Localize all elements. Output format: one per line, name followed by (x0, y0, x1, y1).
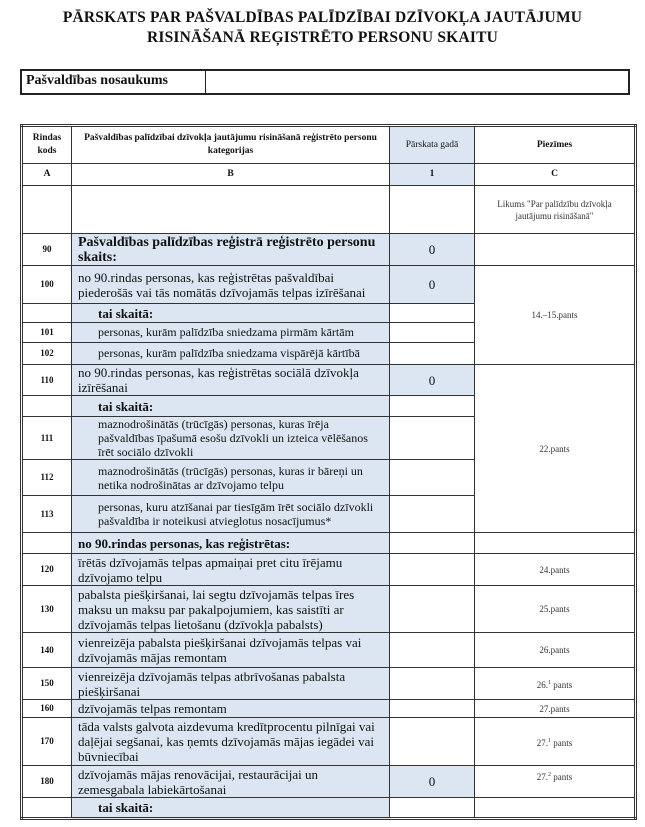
row-code (22, 396, 72, 417)
table-row (22, 365, 636, 396)
law-row (22, 186, 636, 234)
note-text: 27. (536, 737, 548, 748)
municipality-name-field[interactable] (206, 71, 628, 93)
note-cell: 24.pants (475, 554, 636, 586)
value-input[interactable] (390, 460, 475, 496)
table-row (22, 633, 636, 668)
row-code: 140 (22, 633, 72, 668)
row-label: dzīvojamās mājas renovācijai, restaurācijai un zemesgabala labiekārtošanai (72, 766, 390, 798)
note-cell (475, 533, 636, 554)
municipality-name-box (20, 69, 630, 95)
table-row (22, 700, 636, 718)
header-notes: Piezīmes (475, 126, 636, 164)
note-text: pants (551, 679, 573, 690)
law-note: Likums "Par palīdzību dzīvokļa jautājumu risināšanā" (475, 186, 636, 234)
empty-cell (390, 186, 475, 234)
row-code: 170 (22, 718, 72, 766)
row-code: 111 (22, 417, 72, 460)
row-label: no 90.rindas personas, kas reģistrētas pašvaldībai piederošās vai tās nomātās dzīvojamās telpas izīrēšanai (72, 266, 390, 304)
row-code: 102 (22, 343, 72, 365)
report-table (20, 124, 637, 820)
table-row (22, 533, 636, 554)
note-cell (475, 668, 636, 700)
value-input[interactable] (390, 417, 475, 460)
note-cell: 25.pants (475, 586, 636, 633)
row-label: personas, kurām palīdzība sniedzama vispārējā kārtībā (72, 343, 390, 365)
value-input[interactable] (390, 343, 475, 365)
table-row (22, 554, 636, 586)
value-input[interactable] (390, 304, 475, 323)
row-label: vienreizēja dzīvojamās telpas atbrīvošanas pabalsta piešķiršanai (72, 668, 390, 700)
value-input[interactable] (390, 323, 475, 343)
note-sup: 2 (548, 772, 551, 778)
col-letter-1: 1 (390, 164, 475, 186)
row-label: tāda valsts galvota aizdevuma kredītprocentu pilnīgai vai daļējai segšanai, kas ņemts dzīvojamās mājas iegādei vai būvniecībai (72, 718, 390, 766)
row-code: 113 (22, 496, 72, 533)
value-input[interactable]: 0 (390, 266, 475, 304)
header-code: Rindas kods (22, 126, 72, 164)
row-label: tai skaitā: (72, 798, 390, 819)
row-code: 110 (22, 365, 72, 396)
note-text: 26. (536, 679, 548, 690)
row-label: Pašvaldības palīdzības reģistrā reģistrēto personu skaits: (72, 234, 390, 266)
row-code: 90 (22, 234, 72, 266)
row-code: 112 (22, 460, 72, 496)
row-label: tai skaitā: (72, 396, 390, 417)
value-input[interactable] (390, 668, 475, 700)
value-input[interactable]: 0 (390, 234, 475, 266)
row-code (22, 304, 72, 323)
row-label: no 90.rindas personas, kas reģistrētas sociālā dzīvokļa izīrēšanai (72, 365, 390, 396)
table-row (22, 234, 636, 266)
empty-cell (72, 186, 390, 234)
row-label: personas, kuru atzīšanai par tiesīgām īrēt sociālo dzīvokli pašvaldība ir noteikusi atvieglotus nosacījumus* (72, 496, 390, 533)
note-cell (475, 798, 636, 819)
value-input[interactable] (390, 718, 475, 766)
table-row (22, 668, 636, 700)
value-input[interactable] (390, 396, 475, 417)
row-label: pabalsta piešķiršanai, lai segtu dzīvojamās telpas īres maksu un maksu par pakalpojumiem, kas saistīti ar dzīvojamās telpas lietošanu (dzīvokļa pabalsts) (72, 586, 390, 633)
value-input[interactable] (390, 700, 475, 718)
row-code: 150 (22, 668, 72, 700)
note-cell (475, 766, 636, 798)
note-sup: 1 (548, 679, 551, 686)
value-input[interactable] (390, 798, 475, 819)
table-row (22, 266, 636, 304)
title-line-2: RISINĀŠANĀ REĢISTRĒTO PERSONU SKAITU (146, 29, 498, 46)
table-row (22, 766, 636, 798)
note-cell (475, 234, 636, 266)
row-label: no 90.rindas personas, kas reģistrētas: (72, 533, 390, 554)
header-row (22, 126, 636, 164)
report-title (0, 8, 645, 48)
table-row (22, 798, 636, 819)
header-category: Pašvaldības palīdzībai dzīvokļa jautājumu risināšanā reģistrēto personu kategorijas (72, 126, 390, 164)
note-sup: 1 (548, 737, 551, 744)
table-row (22, 718, 636, 766)
title-line-1: PĀRSKATS PAR PAŠVALDĪBAS PALĪDZĪBAI DZĪVOKĻA JAUTĀJUMU (62, 9, 583, 26)
row-code (22, 798, 72, 819)
note-cell: 26.pants (475, 633, 636, 668)
row-code: 100 (22, 266, 72, 304)
municipality-name-label: Pašvaldības nosaukums (22, 71, 206, 93)
value-input[interactable] (390, 633, 475, 668)
note-text: pants (551, 772, 573, 782)
row-code: 160 (22, 700, 72, 718)
value-input[interactable]: 0 (390, 365, 475, 396)
row-label: tai skaitā: (72, 304, 390, 323)
row-code (22, 533, 72, 554)
row-label: personas, kurām palīdzība sniedzama pirmām kārtām (72, 323, 390, 343)
row-label: maznodrošinātās (trūcīgās) personas, kuras īrēja pašvaldības īpašumā esošu dzīvokli un izteica vēlēšanos īrēt sociālo dzīvokli (72, 417, 390, 460)
header-year: Pārskata gadā (390, 126, 475, 164)
empty-cell (22, 186, 72, 234)
value-input[interactable] (390, 496, 475, 533)
value-input[interactable] (390, 586, 475, 633)
note-cell: 22.pants (475, 365, 636, 533)
note-cell: 27.pants (475, 700, 636, 718)
value-input[interactable] (390, 533, 475, 554)
value-input[interactable]: 0 (390, 766, 475, 798)
col-letter-b: B (72, 164, 390, 186)
row-label: vienreizēja pabalsta piešķiršanai dzīvojamās telpas vai dzīvojamās mājas remontam (72, 633, 390, 668)
row-code: 120 (22, 554, 72, 586)
table-row (22, 586, 636, 633)
row-label: īrētās dzīvojamās telpas apmaiņai pret citu īrējamu dzīvojamo telpu (72, 554, 390, 586)
row-label: dzīvojamās telpas remontam (72, 700, 390, 718)
note-text: 27. (536, 772, 548, 782)
note-cell (475, 718, 636, 766)
column-letters-row (22, 164, 636, 186)
row-code: 101 (22, 323, 72, 343)
note-cell: 14.–15.pants (475, 266, 636, 365)
value-input[interactable] (390, 554, 475, 586)
note-text: pants (551, 737, 573, 748)
row-code: 130 (22, 586, 72, 633)
col-letter-a: A (22, 164, 72, 186)
row-label: maznodrošinātās (trūcīgās) personas, kuras ir bāreņi un netika nodrošinātas ar dzīvojamo telpu (72, 460, 390, 496)
row-code: 180 (22, 766, 72, 798)
col-letter-c: C (475, 164, 636, 186)
